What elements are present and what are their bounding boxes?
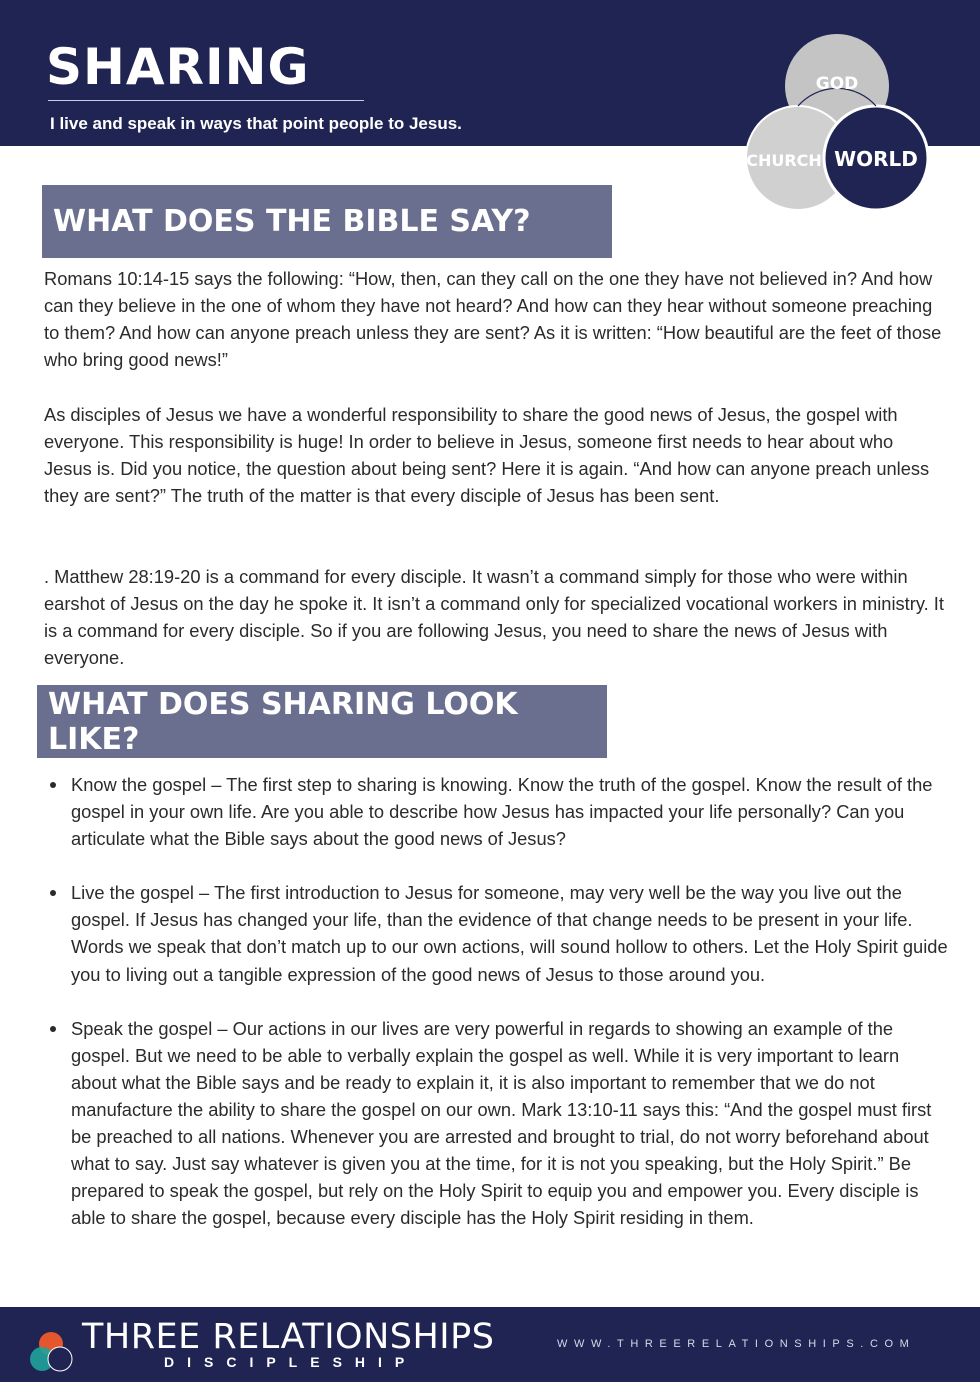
title-divider (48, 100, 364, 101)
bullet-text: Know the gospel – The first step to sharing is knowing. Know the truth of the gospel. Know the result of the gospel in your own life. Are you able to describe how Jesus has impacted your life personally? Can you articulate what the Bible says about the good news of Jesus? (71, 774, 933, 850)
relationships-venn-diagram (742, 34, 932, 216)
footer-brand-name: THREE RELATIONSHIPS (82, 1317, 495, 1357)
bullet-dot-icon (50, 782, 56, 788)
bullet-text: Speak the gospel – Our actions in our lives are very powerful in regards to showing an example of the gospel. But we need to be able to verbally explain the gospel as well. While it is very important to learn about what the Bible says and be ready to explain it, it is also important to remember that we do not manufacture the ability to share the gospel on our own. Mark 13:10-11 says this: “And the gospel must first be preached to all nations. Whenever you are arrested and brought to trial, do not worry beforehand about what to say. Just say whatever is given you at the time, for it is not you speaking, but the Holy Spirit.” Be prepared to speak the gospel, but rely on the Holy Spirit to equip you and empower you. Every disciple is able to share the gospel, because every disciple has the Holy Spirit residing in them. (71, 1017, 932, 1229)
bullet-know-gospel (48, 771, 948, 852)
footer-brand-subtitle: DISCIPLESHIP (164, 1354, 418, 1370)
page-title: SHARING (46, 38, 310, 96)
footer-band (0, 1307, 980, 1382)
bullet-live-gospel (48, 879, 948, 987)
page-subtitle: I live and speak in ways that point people to Jesus. (50, 114, 462, 133)
bullet-text: Live the gospel – The first introduction to Jesus for someone, may very well be the way you live out the gospel. If Jesus has changed your life, than the evidence of that change needs to be present in your life. Words we speak that don’t match up to our own actions, will sound hollow to others. Let the Holy Spirit guide you to living out a tangible expression of the good news of Jesus to those around you. (71, 882, 948, 985)
bullet-dot-icon (50, 1026, 56, 1032)
sharing-bullet-list (48, 771, 948, 1231)
bullet-dot-icon (50, 890, 56, 896)
three-relationships-logo-icon (28, 1329, 74, 1375)
footer-website-link[interactable]: WWW.THREERELATIONSHIPS.COM (557, 1338, 916, 1350)
section-heading-sharing: WHAT DOES SHARING LOOK LIKE? (37, 685, 607, 758)
section-heading-bible: WHAT DOES THE BIBLE SAY? (42, 185, 612, 258)
paragraph-matthew: . Matthew 28:19-20 is a command for every disciple. It wasn’t a command simply for those who were within earshot of Jesus on the day he spoke it. It isn’t a command only for specialized vocational workers in ministry. It is a command for every disciple. So if you are following Jesus, you need to share the news of Jesus with everyone. (44, 566, 944, 669)
paragraph-romans: Romans 10:14-15 says the following: “How, then, can they call on the one they have not believed in? And how can they believe in the one of whom they have not heard? And how can they hear without someone preaching to them? And how can anyone preach unless they are sent? As it is written: “How beautiful are the feet of those who bring good news!” (44, 268, 942, 371)
venn-label-church: CHURCH (746, 151, 822, 170)
bullet-speak-gospel (48, 1015, 948, 1232)
venn-label-god: GOD (815, 74, 859, 94)
paragraph-responsibility: As disciples of Jesus we have a wonderful responsibility to share the good news of Jesus, the gospel with everyone. This responsibility is huge! In order to believe in Jesus, someone first needs to hear about who Jesus is. Did you notice, the question about being sent? Here it is again. “And how can anyone preach unless they are sent?” The truth of the matter is that every disciple of Jesus has been sent. (44, 404, 930, 507)
venn-label-world: WORLD (834, 147, 918, 171)
